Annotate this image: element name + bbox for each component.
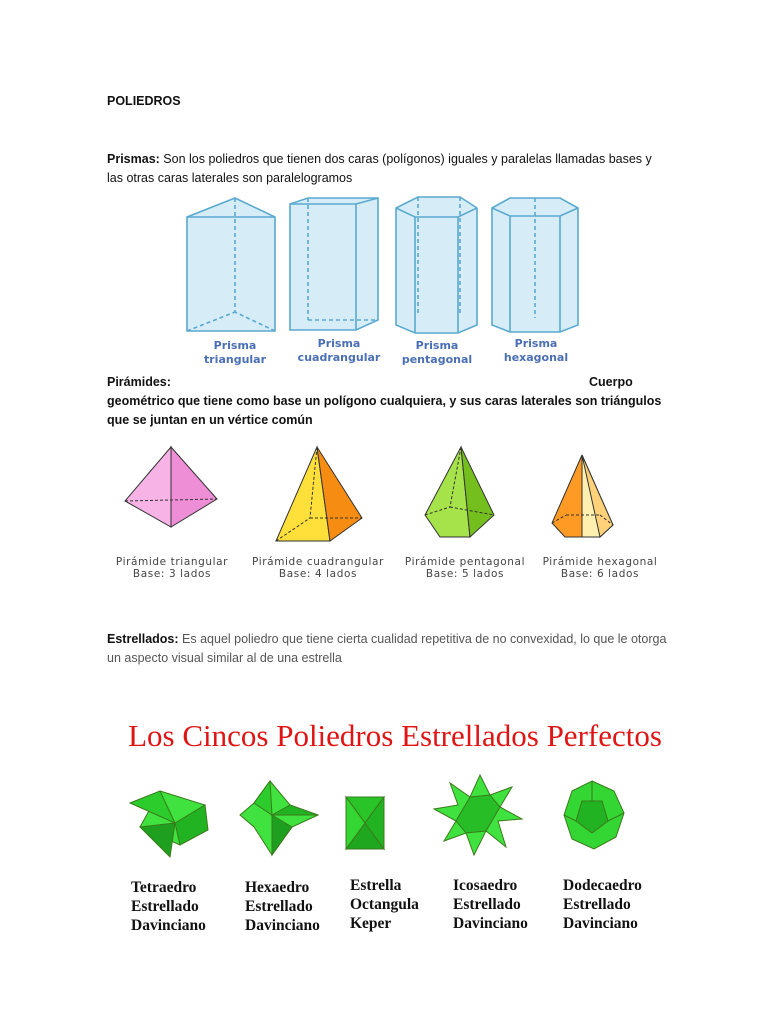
caption-name: Pirámide hexagonal xyxy=(542,556,658,568)
caption-line: Prisma xyxy=(514,337,558,350)
caption-base: Base: 4 lados xyxy=(278,568,358,580)
triangular-pyramid-figure xyxy=(125,447,217,527)
caption-name: Pirámide cuadrangular xyxy=(252,556,384,568)
prism-caption-square xyxy=(293,337,385,365)
pyramids-word: Cuerpo xyxy=(589,375,633,389)
pyramids-label: Pirámides: xyxy=(107,375,171,389)
caption-line: pentagonal xyxy=(401,353,473,366)
pyramid-caption-triangular xyxy=(108,556,236,580)
caption-base: Base: 3 lados xyxy=(132,568,212,580)
pyramids-text: geométrico que tiene como base un polígono cualquiera, y sus caras laterales son triángulos que se juntan en un vértice común xyxy=(107,394,662,427)
stellated-caption-octangula: Estrella Octangula Keper xyxy=(350,877,419,932)
caption-base: Base: 5 lados xyxy=(425,568,505,580)
triangular-prism-figure xyxy=(187,198,275,331)
caption-line: triangular xyxy=(203,353,267,366)
stellated-banner: Los Cincos Poliedros Estrellados Perfectos xyxy=(128,718,662,753)
stellated-label: Estrellados: xyxy=(107,632,179,646)
prisms-paragraph xyxy=(107,150,667,188)
prisms-label: Prismas: xyxy=(107,152,160,166)
page-title: POLIEDROS xyxy=(107,94,181,108)
stellated-dodecahedron-figure xyxy=(564,781,624,849)
stellated-icosahedron-figure xyxy=(434,775,522,855)
pyramid-caption-hexagonal xyxy=(535,556,665,580)
caption-line: Prisma xyxy=(415,339,459,352)
pentagonal-prism-figure xyxy=(396,197,477,333)
caption-name: Pirámide pentagonal xyxy=(404,556,526,568)
pyramids-illustration xyxy=(0,445,768,555)
stellated-illustration xyxy=(0,775,768,865)
stellated-caption-icosahedron: Icosaedro Estrellado Davinciano xyxy=(453,877,528,932)
hexagonal-pyramid-figure xyxy=(552,455,613,537)
pyramid-caption-square xyxy=(245,556,391,580)
caption-base: Base: 6 lados xyxy=(560,568,640,580)
pentagonal-pyramid-figure xyxy=(425,447,494,537)
stellated-paragraph xyxy=(107,630,667,668)
square-prism-figure xyxy=(290,198,378,330)
stellated-text: Es aquel poliedro que tiene cierta cualidad repetitiva de no convexidad, lo que le otorga un aspecto visual similar al de una estrella xyxy=(107,632,667,665)
prism-caption-triangular xyxy=(195,339,275,367)
pyramid-caption-pentagonal xyxy=(395,556,535,580)
prisms-text: Son los poliedros que tienen dos caras (polígonos) iguales y paralelas llamadas bases y las otras caras laterales son paralelogramos xyxy=(107,152,652,185)
caption-line: hexagonal xyxy=(503,351,569,364)
hexagonal-prism-figure xyxy=(492,198,578,332)
square-pyramid-figure xyxy=(276,447,362,541)
caption-line: Prisma xyxy=(317,337,361,350)
stellated-caption-tetrahedron: Tetraedro Estrellado Davinciano xyxy=(131,879,206,934)
prism-caption-pentagonal xyxy=(395,339,479,367)
caption-name: Pirámide triangular xyxy=(115,556,229,568)
stellated-octangula-figure xyxy=(346,797,384,849)
stellated-tetrahedron-figure xyxy=(130,791,208,857)
stellated-hexahedron-figure xyxy=(240,781,318,855)
prism-caption-hexagonal xyxy=(494,337,578,365)
caption-line: cuadrangular xyxy=(297,351,381,364)
stellated-caption-dodecahedron: Dodecaedro Estrellado Davinciano xyxy=(563,877,642,932)
stellated-caption-hexahedron: Hexaedro Estrellado Davinciano xyxy=(245,879,320,934)
caption-line: Prisma xyxy=(213,339,257,352)
